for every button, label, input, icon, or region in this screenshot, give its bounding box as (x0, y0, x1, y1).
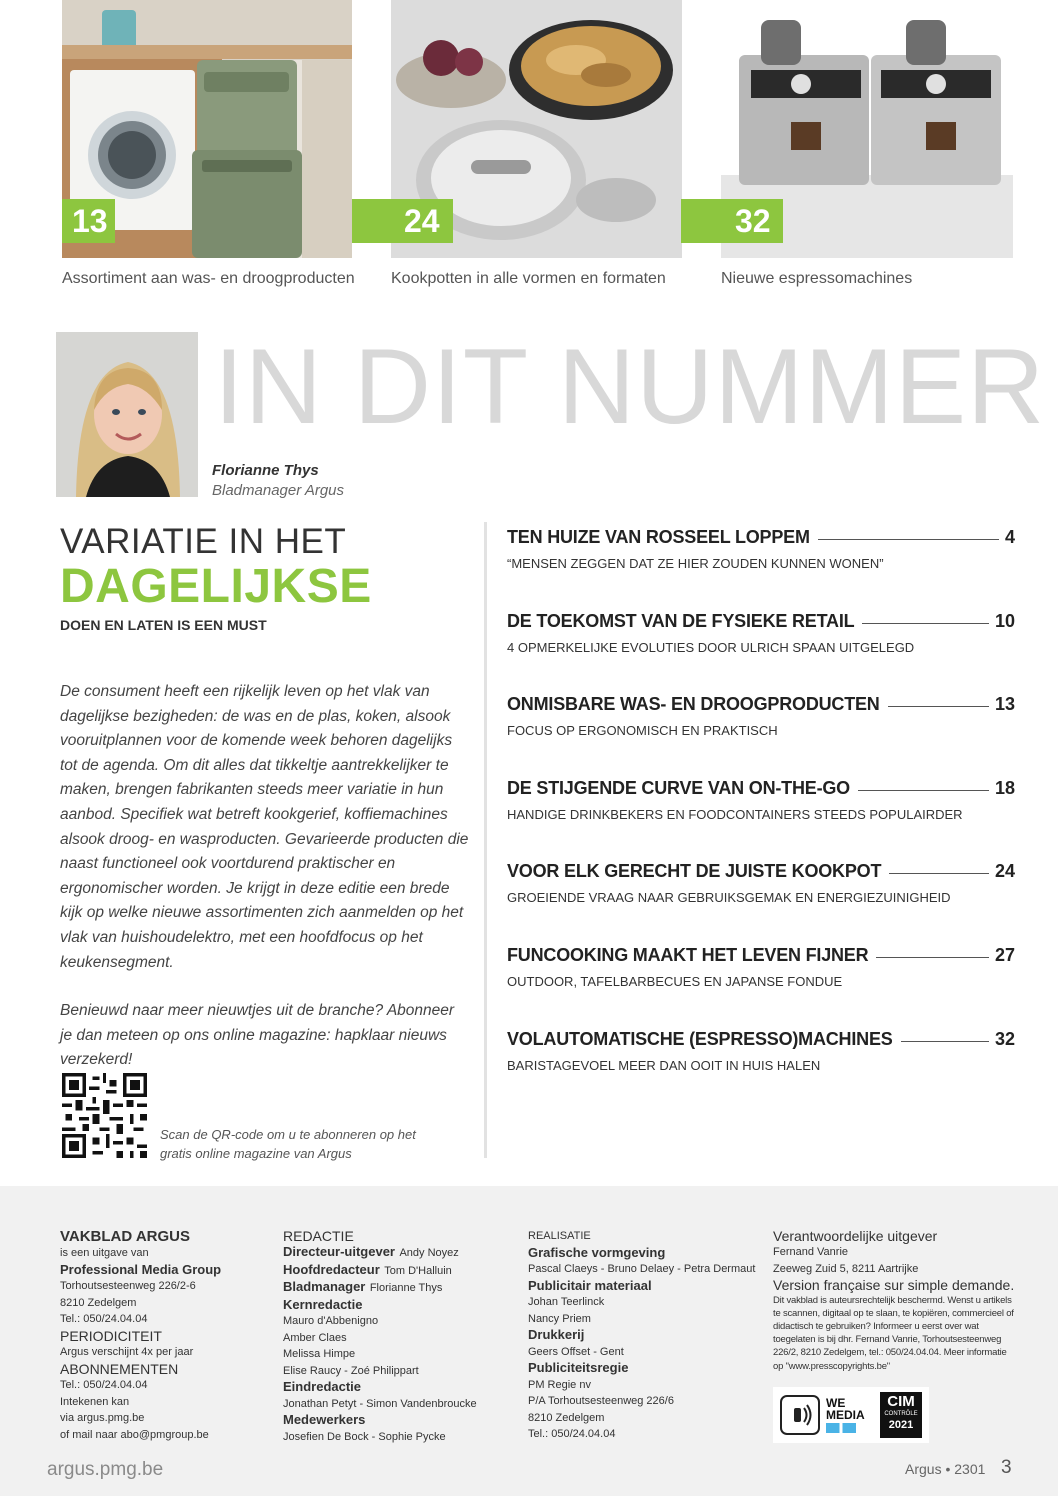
toc-page: 32 (994, 1028, 1015, 1049)
toc-page: 18 (994, 777, 1015, 798)
toc-page: 4 (1004, 527, 1015, 547)
editorial-paragraph-2: Benieuwd naar meer nieuwtjes uit de branche? Abonneer je dan meteen op ons online magazine: hapklaar nieuws verzekerd! (60, 1002, 455, 1069)
colophon-heading: Verantwoordelijke uitgever (773, 1228, 938, 1244)
manager-value: Florianne Thys (369, 1282, 443, 1294)
ad-sales-3: 8210 Zedelgem (528, 1411, 605, 1424)
subscriptions-line-1: Intekenen kan (60, 1395, 130, 1408)
qr-code[interactable] (62, 1073, 147, 1158)
colophon-col-2 (283, 1228, 503, 1445)
author-name: Florianne Thys (212, 462, 319, 479)
ad-sales-label: Publiciteitsregie (528, 1360, 629, 1375)
toc-page: 13 (994, 694, 1015, 715)
toc-item[interactable] (507, 945, 1015, 1029)
ad-material-2: Nancy Priem (528, 1312, 591, 1325)
periodicity-value: Argus verschijnt 4x per jaar (60, 1346, 194, 1358)
manager-label: Bladmanager (283, 1279, 366, 1294)
colophon-heading: REDACTIE (283, 1228, 354, 1244)
cim-logo-year: 2021 (888, 1419, 914, 1431)
broadcast-icon (780, 1395, 820, 1435)
table-of-contents (507, 527, 1015, 1112)
final-editing-value: Jonathan Petyt - Simon Vandenbroucke (283, 1397, 477, 1410)
cim-logo (880, 1392, 922, 1438)
toc-subtitle: 4 OPMERKELIJKE EVOLUTIES DOOR ULRICH SPAAN UITGELEGD (507, 639, 915, 655)
toc-leader (889, 873, 989, 874)
feature-caption-1: Assortiment aan was- en droogproducten (62, 270, 355, 287)
we-media-logo (826, 1397, 874, 1433)
responsible-publisher-name: Fernand Vanrie (773, 1246, 849, 1258)
ad-material-1: Johan Teerlinck (528, 1296, 605, 1308)
publisher-address-1: Torhoutsesteenweg 226/2-6 (60, 1280, 196, 1292)
colophon-heading: VAKBLAD ARGUS (60, 1228, 190, 1245)
ad-sales-1: PM Regie nv (528, 1378, 591, 1391)
design-label: Grafische vormgeving (528, 1244, 666, 1260)
qr-caption: Scan de QR-code om u te abonneren op het gratis online magazine van Argus (160, 1127, 416, 1161)
toc-subtitle: BARISTAGEVOEL MEER DAN OOIT IN HUIS HALEN (507, 1057, 821, 1073)
toc-item[interactable] (507, 778, 1015, 862)
toc-leader (862, 623, 989, 624)
ad-material-label: Publicitair materiaal (528, 1277, 652, 1293)
toc-title: DE TOEKOMST VAN DE FYSIEKE RETAIL (507, 610, 855, 631)
subscriptions-line-2: via argus.pmg.be (60, 1412, 145, 1424)
ad-sales-2: P/A Torhoutsesteenweg 226/6 (528, 1395, 674, 1407)
toc-leader (818, 539, 999, 540)
feature-page-3: 32 (735, 203, 771, 239)
toc-item[interactable] (507, 1029, 1015, 1113)
toc-title: TEN HUIZE VAN ROSSEEL LOPPEM (507, 527, 810, 547)
issue-label: Argus • 2301 (905, 1461, 986, 1477)
subscriptions-tel: Tel.: 050/24.04.04 (60, 1379, 148, 1391)
toc-leader (888, 706, 989, 707)
toc-subtitle: HANDIGE DRINKBEKERS EN FOODCONTAINERS STEEDS POPULAIRDER (507, 806, 963, 822)
toc-title: ONMISBARE WAS- EN DROOGPRODUCTEN (507, 694, 880, 715)
feature-page-1: 13 (72, 203, 108, 239)
editorial-title-line1: VARIATIE IN HET (60, 522, 347, 561)
staff-label: Medewerkers (283, 1412, 366, 1427)
subscriptions-line-3: of mail naar abo@pmgroup.be (60, 1428, 209, 1441)
editorial-title-line2: DAGELIJKSE (60, 560, 372, 613)
core-editorial-label: Kernredactie (283, 1296, 363, 1312)
toc-leader (876, 957, 989, 958)
publisher-name: Professional Media Group (60, 1261, 222, 1277)
chief-editor-label: Hoofdredacteur (283, 1261, 380, 1277)
membership-logos (773, 1387, 929, 1443)
feature-caption-2: Kookpotten in alle vormen en formaten (391, 270, 666, 287)
toc-title: DE STIJGENDE CURVE VAN ON-THE-GO (507, 777, 850, 798)
toc-item[interactable] (507, 694, 1015, 778)
feature-badge-1 (62, 199, 115, 243)
toc-subtitle: OUTDOOR, TAFELBARBECUES EN JAPANSE FONDUE (507, 973, 843, 989)
toc-leader (901, 1041, 989, 1042)
colophon-col-4 (773, 1228, 1018, 1373)
final-editing-label: Eindredactie (283, 1379, 362, 1394)
website-url[interactable]: argus.pmg.be (47, 1459, 164, 1480)
toc-title: VOLAUTOMATISCHE (ESPRESSO)MACHINES (507, 1028, 893, 1049)
feature-caption-3: Nieuwe espressomachines (721, 270, 913, 287)
toc-title: FUNCOOKING MAAKT HET LEVEN FIJNER (507, 944, 869, 965)
french-version-note: Version française sur simple demande. (773, 1277, 1015, 1293)
colophon-heading: REALISATIE (528, 1230, 591, 1242)
toc-subtitle: “MENSEN ZEGGEN DAT ZE HIER ZOUDEN KUNNEN WONEN” (507, 556, 884, 571)
printer-value: Geers Offset - Gent (528, 1345, 624, 1358)
publisher-address-2: 8210 Zedelgem (60, 1296, 137, 1309)
page-title: IN DIT NUMMER (214, 326, 1046, 446)
toc-page: 27 (994, 944, 1015, 965)
we-media-logo-media: MEDIA (826, 1408, 865, 1422)
toc-subtitle: FOCUS OP ERGONOMISCH EN PRAKTISCH (507, 723, 778, 739)
author-portrait (56, 332, 198, 497)
staff-value: Josefien De Bock - Sophie Pycke (283, 1430, 446, 1443)
feature-badge-3 (681, 199, 783, 243)
feature-badge-2 (352, 199, 453, 243)
editorial-subtitle: DOEN EN LATEN IS EEN MUST (60, 617, 267, 633)
toc-leader (858, 790, 989, 791)
author-role: Bladmanager Argus (212, 482, 345, 499)
toc-title: VOOR ELK GERECHT DE JUISTE KOOKPOT (507, 861, 882, 882)
director-value: Andy Noyez (399, 1247, 459, 1259)
ad-sales-4: Tel.: 050/24.04.04 (528, 1428, 616, 1440)
cim-logo-name: CIM (887, 1393, 915, 1410)
colophon-col-1 (60, 1228, 260, 1443)
we-media-logo-mark (826, 1423, 856, 1433)
column-divider (484, 522, 487, 1158)
core-editor-4: Elise Raucy - Zoé Philippart (283, 1364, 419, 1377)
editorial-paragraph-1: De consument heeft een rijkelijk leven op het vlak van dagelijkse bezigheden: de was en de plas, koken, alsook vooruitplannen voor de komende week behoren dagelijks tot de agenda. Om dit alles dat tikkeltje aantrekkelijker te maken, brengen fabrikanten steeds meer variatie in hun aanbod. Specifiek wat betreft kookgerief, koffiemachines alsook droog- en wasproducten. Gevarieerde producten die naast functioneel ook voortdurend praktischer en ergonomischer worden. Je krijgt in deze editie een brede kijk op welke nieuwe assortimenten zich aanmelden op het vlak van huishoudelektro, met een hoofdfocus op het keukensegment. (60, 683, 469, 971)
chief-editor-value: Tom D'Halluin (384, 1264, 452, 1277)
editorial-body (60, 680, 470, 1073)
publisher-intro: is een uitgave van (60, 1247, 149, 1259)
toc-item[interactable] (507, 861, 1015, 945)
copyright-notice: Dit vakblad is auteursrechtelijk beschermd. Wenst u artikels te scannen, digitaal op te slaan, te kopiëren, commercieel of didactisch te gebruiken? Informeer u eerst over wat toegelaten is bij dhr. Fernand Vanrie, Torhoutsesteenweg 226/2, 8210 Zedelgem, tel.: 050/24.04.04. Meer informatie op "www.presscopyrights.be" (773, 1294, 1014, 1372)
design-value: Pascal Claeys - Bruno Delaey - Petra Dermaut (528, 1263, 756, 1275)
director-label: Directeur-uitgever (283, 1244, 395, 1259)
feature-page-2: 24 (404, 203, 440, 239)
toc-page: 24 (994, 861, 1015, 882)
colophon-col-3 (528, 1228, 758, 1443)
periodicity-label: PERIODICITEIT (60, 1327, 162, 1344)
publisher-tel: Tel.: 050/24.04.04 (60, 1313, 148, 1325)
page-number: 3 (1001, 1457, 1012, 1478)
responsible-publisher-address: Zeeweg Zuid 5, 8211 Aartrijke (773, 1262, 919, 1275)
subscriptions-label: ABONNEMENTEN (60, 1360, 179, 1377)
toc-page: 10 (994, 610, 1015, 631)
core-editor-1: Mauro d'Abbenigno (283, 1315, 379, 1327)
toc-item[interactable] (507, 527, 1015, 611)
core-editor-2: Amber Claes (283, 1331, 347, 1344)
cim-logo-label: CONTRÔLE (884, 1411, 918, 1417)
toc-subtitle: GROEIENDE VRAAG NAAR GEBRUIKSGEMAK EN ENERGIEZUINIGHEID (507, 890, 951, 906)
toc-item[interactable] (507, 611, 1015, 695)
core-editor-3: Melissa Himpe (283, 1348, 356, 1360)
we-media-logo-we: WE (826, 1396, 846, 1410)
printer-label: Drukkerij (528, 1327, 585, 1342)
